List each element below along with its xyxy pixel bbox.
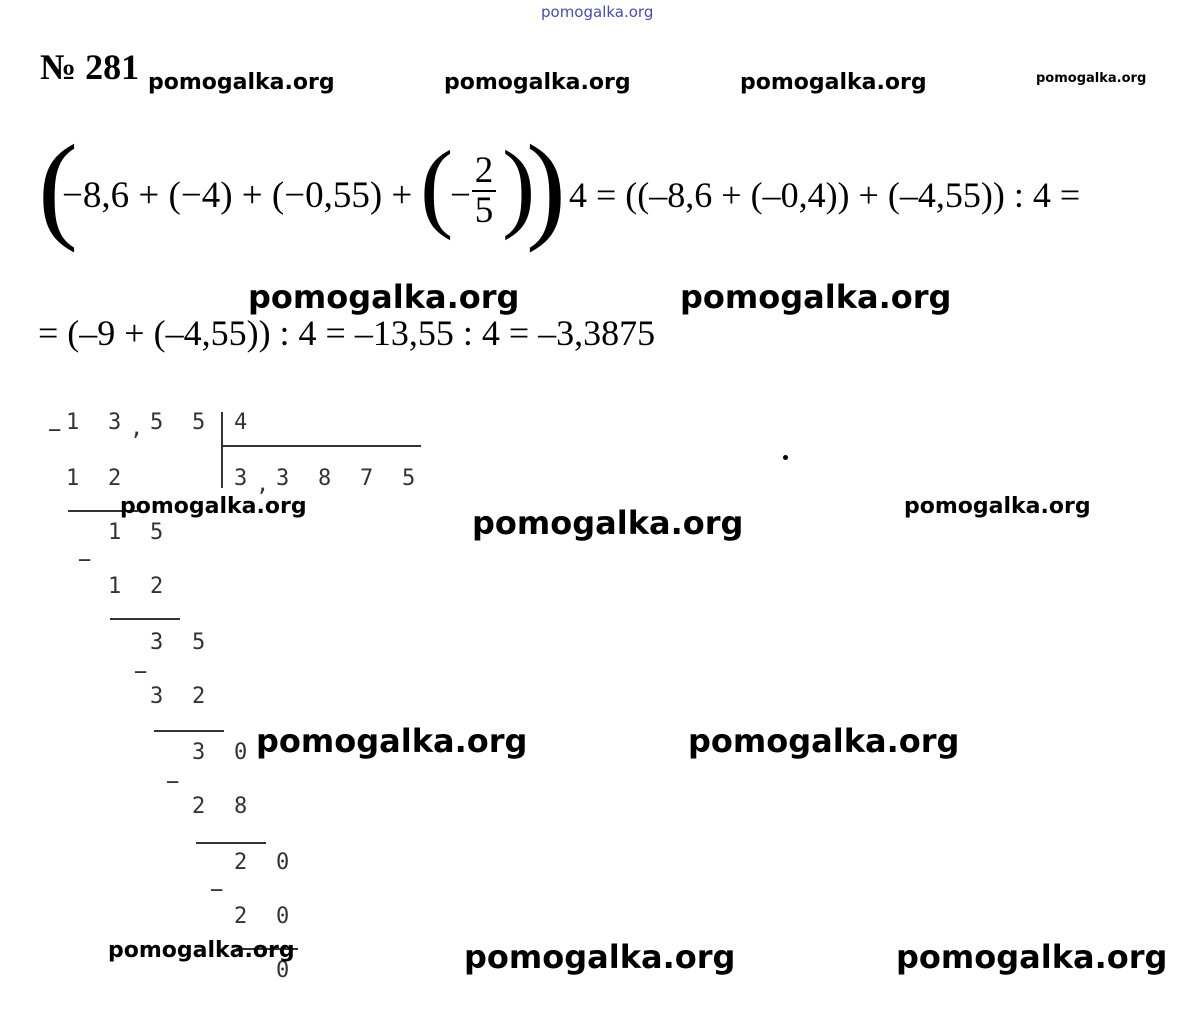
minus-sign: −: [166, 770, 180, 795]
dividend-comma: ,: [130, 416, 144, 441]
minus-sign: −: [78, 548, 92, 573]
expression-terms: [62, 174, 412, 217]
minus-sign: −: [210, 878, 224, 903]
step-digit: 1: [108, 520, 122, 545]
step-digit: 5: [150, 520, 164, 545]
term: +: [391, 175, 413, 216]
fraction: [472, 152, 496, 230]
big-close-paren: ): [526, 120, 566, 253]
problem-number: № 281: [40, 47, 140, 87]
step-digit: 8: [234, 794, 248, 819]
fraction-numerator: 2: [474, 150, 494, 191]
term: +: [241, 175, 263, 216]
division-bracket-vertical: [221, 412, 223, 488]
dividend-digit: 3: [108, 410, 122, 435]
stray-dot: [783, 455, 788, 460]
remainder-digit: 0: [276, 958, 290, 983]
step-digit: 0: [234, 740, 248, 765]
quotient-digit: 3: [234, 466, 248, 491]
step-digit: 3: [150, 630, 164, 655]
watermark: pomogalka.org: [444, 70, 631, 95]
watermark: pomogalka.org: [248, 278, 520, 316]
step-digit: 1: [66, 466, 80, 491]
expression-line-2: = (–9 + (–4,55)) : 4 = –13,55 : 4 = –3,3875: [38, 313, 656, 353]
watermark: pomogalka.org: [740, 70, 927, 95]
open-paren: (: [420, 130, 454, 241]
term: +: [138, 175, 160, 216]
step-digit: 0: [276, 904, 290, 929]
minus-sign: −: [134, 660, 148, 685]
watermark: pomogalka.org: [464, 938, 736, 976]
term: (−4): [168, 175, 233, 216]
term: (−0,55): [271, 175, 383, 216]
fraction-denominator: 5: [474, 190, 494, 231]
quotient-comma: ,: [256, 472, 270, 497]
watermark: pomogalka.org: [108, 938, 295, 963]
dividend-digit: 5: [150, 410, 164, 435]
step-digit: 2: [234, 904, 248, 929]
division-bracket-horizontal: [221, 445, 421, 447]
expression-rest: : 4 = ((–8,6 + (–0,4)) + (–4,55)) : 4 =: [550, 175, 1081, 215]
step-digit: 2: [108, 466, 122, 491]
watermark: pomogalka.org: [896, 938, 1168, 976]
step-underline: [196, 842, 266, 844]
watermark: pomogalka.org: [904, 494, 1091, 519]
step-digit: 2: [150, 574, 164, 599]
quotient-digit: 8: [318, 466, 332, 491]
top-watermark: pomogalka.org: [541, 3, 654, 21]
step-digit: 2: [192, 794, 206, 819]
watermark: pomogalka.org: [120, 494, 307, 519]
step-digit: 0: [276, 850, 290, 875]
big-open-paren: (: [38, 120, 78, 253]
minus-sign: −: [48, 418, 62, 443]
step-digit: 2: [234, 850, 248, 875]
step-digit: 2: [192, 684, 206, 709]
step-digit: 3: [150, 684, 164, 709]
quotient-digit: 3: [276, 466, 290, 491]
fraction-sign: −: [450, 175, 471, 216]
quotient-digit: 5: [402, 466, 416, 491]
divisor: 4: [234, 410, 248, 435]
watermark: pomogalka.org: [688, 722, 960, 760]
term: −8,6: [62, 175, 130, 216]
step-digit: 5: [192, 630, 206, 655]
quotient-digit: 7: [360, 466, 374, 491]
step-underline: [154, 730, 224, 732]
watermark: pomogalka.org: [472, 504, 744, 542]
watermark: pomogalka.org: [680, 278, 952, 316]
watermark: pomogalka.org: [1036, 71, 1147, 86]
dividend-digit: 5: [192, 410, 206, 435]
dividend-digit: 1: [66, 410, 80, 435]
watermark: pomogalka.org: [148, 70, 335, 95]
watermark: pomogalka.org: [256, 722, 528, 760]
step-digit: 3: [192, 740, 206, 765]
close-paren: ): [502, 130, 536, 241]
step-digit: 1: [108, 574, 122, 599]
step-underline: [110, 618, 180, 620]
